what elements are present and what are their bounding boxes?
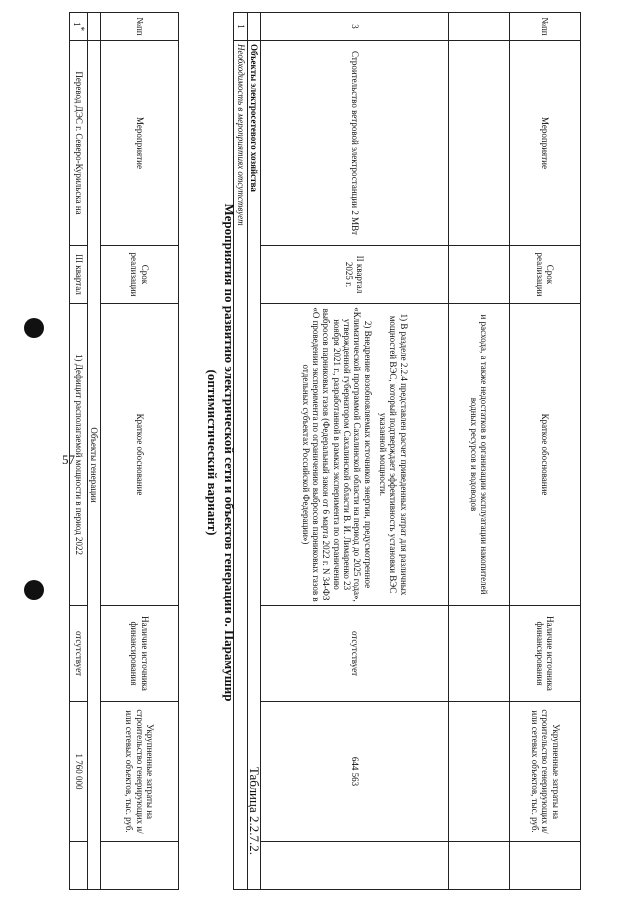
header-measure: Мероприятие <box>510 41 581 246</box>
section-electrical: Объекты электросетевого хозяйства <box>247 41 260 890</box>
row3-rationale-p1: 1) В разделе 2.2.4 представлен расчет приведенных затрат для различных мощностей ВЭС, который подтверждает эффективность установки ВЭС указанной мощности. <box>378 313 409 596</box>
header-num: №пп <box>101 13 179 41</box>
header-empty <box>510 842 581 890</box>
row1-financing: отсутствует <box>70 606 87 702</box>
header-term: Срок реализации <box>510 246 581 304</box>
table-row-1 <box>70 13 87 890</box>
row3-costs: 644 563 <box>261 702 449 842</box>
table-header-row <box>101 13 179 890</box>
row1-costs: 1 760 000 <box>70 702 87 842</box>
table-row-3 <box>261 13 449 890</box>
page-number: 57 <box>62 452 75 467</box>
header-rationale: Краткое обоснование <box>101 304 179 606</box>
section-row <box>247 13 260 890</box>
header-measure: Мероприятие <box>101 41 179 246</box>
continuation-text: и расхода, а также недостатков в организации эксплуатации накопителей водных ресурсов и водоводов <box>449 304 510 606</box>
table-header-row <box>510 13 581 890</box>
table-continuation <box>233 12 581 890</box>
table-title: Мероприятия по развитию электрической сети и объектов генерации о. Парамушир <box>222 203 237 702</box>
row1-rationale: 1) Дефицит располагаемой мощности в период 2022 <box>70 304 87 606</box>
header-costs: Укрупненные затраты на строительство генерирующих и/или сетевых объектов, тыс. руб. <box>101 702 179 842</box>
row3-rationale <box>261 304 449 606</box>
row3-financing: отсутствует <box>261 606 449 702</box>
row1-num: 1* <box>70 13 87 41</box>
row3-term: II квартал 2025 г. <box>261 246 449 304</box>
header-rationale: Краткое обоснование <box>510 304 581 606</box>
row1-measure: Перевод ДЭС г. Северо-Курильска на <box>70 41 87 246</box>
section-generation: Объекты генерации <box>87 41 100 890</box>
row3-num: 3 <box>261 13 449 41</box>
table-label: Таблица 2.2.7.2. <box>247 766 262 855</box>
row1-text: Необходимость в мероприятиях отсутствует <box>234 41 247 890</box>
section-row <box>87 13 100 890</box>
row1-term: III квартал <box>70 246 87 304</box>
table-row-continuation <box>449 13 510 890</box>
header-financing: Наличие источника финансирования <box>101 606 179 702</box>
header-term: Срок реализации <box>101 246 179 304</box>
footnote-mark: * <box>75 26 86 31</box>
header-financing: Наличие источника финансирования <box>510 606 581 702</box>
header-empty <box>101 842 179 890</box>
row3-rationale-p2: 2) Внедрение возобновляемых источников энергии, предусмотренное «Климатической программой Сахалинской области на период до 2025 года», утвержденной губернатором Сахалинской области В. И. Лимаренко 23 ноября 2021 г., разработанной в рамках эксперимента по ограничению выбросов парниковых газов (Федеральный закон от 6 марта 2022 г. N 34-ФЗ «О проведении эксперимента по ограничению выбросов парниковых газов в отдельных субъектах Российской Федерации») <box>300 307 373 602</box>
header-costs: Укрупненные затраты на строительство генерирующих и/или сетевых объектов, тыс. руб. <box>510 702 581 842</box>
header-num: №пп <box>510 13 581 41</box>
row3-measure: Строительство ветровой электростанции 2 МВт <box>261 41 449 246</box>
table-subtitle: (оптимистический вариант) <box>205 369 220 536</box>
table-paramushir <box>69 12 179 890</box>
row1-num: 1 <box>234 13 247 41</box>
